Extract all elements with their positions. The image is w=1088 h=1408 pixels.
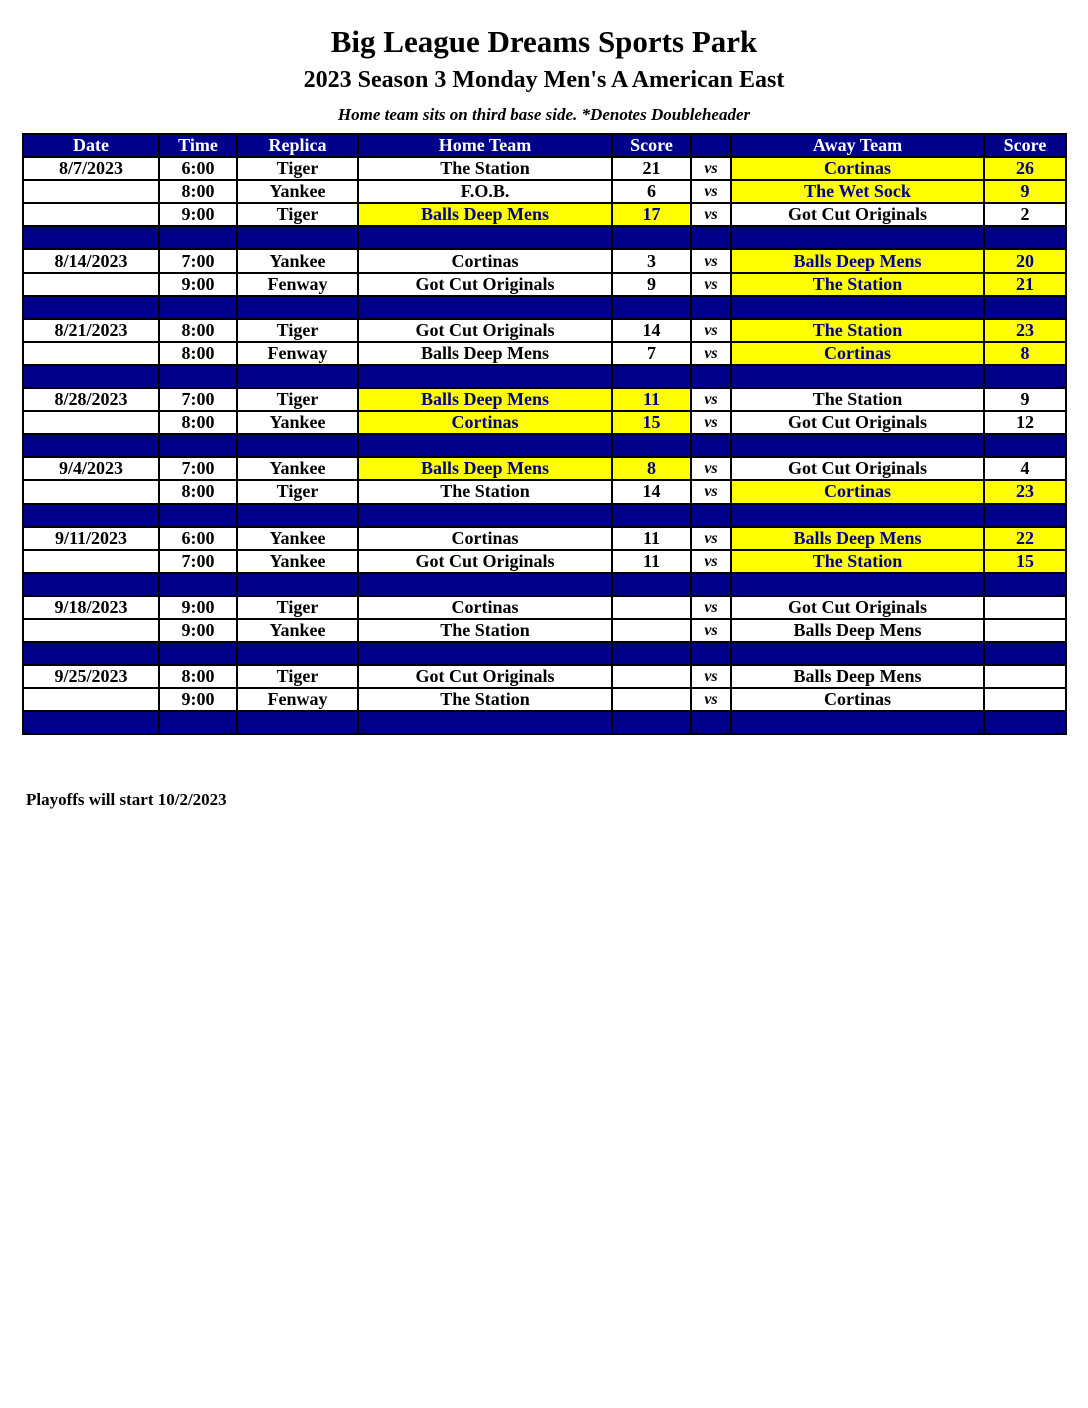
game-replica: Tiger: [237, 665, 358, 688]
col-away-score: Score: [984, 134, 1066, 157]
col-home-score: Score: [612, 134, 691, 157]
game-replica: Yankee: [237, 411, 358, 434]
game-replica: Yankee: [237, 527, 358, 550]
vs-label: vs: [691, 619, 731, 642]
separator-cell: [612, 642, 691, 665]
home-score: 7: [612, 342, 691, 365]
separator-cell: [731, 434, 984, 457]
separator-cell: [731, 573, 984, 596]
home-team: The Station: [358, 157, 612, 180]
separator-cell: [358, 226, 612, 249]
separator-cell: [358, 365, 612, 388]
away-score: [984, 619, 1066, 642]
game-replica: Tiger: [237, 319, 358, 342]
schedule-table: [22, 133, 1067, 735]
game-row: [23, 596, 1066, 619]
separator-cell: [159, 226, 237, 249]
separator-cell: [984, 573, 1066, 596]
game-time: 7:00: [159, 550, 237, 573]
separator-cell: [159, 711, 237, 734]
col-vs: [691, 134, 731, 157]
week-separator-row: [23, 711, 1066, 734]
away-team: Balls Deep Mens: [731, 665, 984, 688]
away-team: Balls Deep Mens: [731, 619, 984, 642]
game-row: [23, 688, 1066, 711]
page-subtitle: 2023 Season 3 Monday Men's A American East: [303, 67, 785, 93]
away-team: Cortinas: [731, 480, 984, 503]
playoffs-note: Playoffs will start 10/2/2023: [26, 790, 227, 809]
separator-cell: [358, 711, 612, 734]
separator-cell: [984, 711, 1066, 734]
separator-cell: [358, 504, 612, 527]
separator-cell: [984, 365, 1066, 388]
separator-cell: [237, 573, 358, 596]
game-time: 9:00: [159, 203, 237, 226]
separator-cell: [691, 226, 731, 249]
game-date: [23, 550, 159, 573]
schedule-note: Home team sits on third base side. *Denotes Doubleheader: [337, 105, 751, 124]
separator-cell: [237, 642, 358, 665]
separator-cell: [612, 573, 691, 596]
game-date: 9/11/2023: [23, 527, 159, 550]
game-time: 7:00: [159, 457, 237, 480]
separator-cell: [691, 642, 731, 665]
game-replica: Tiger: [237, 203, 358, 226]
game-replica: Fenway: [237, 688, 358, 711]
separator-cell: [612, 434, 691, 457]
game-time: 8:00: [159, 319, 237, 342]
game-replica: Tiger: [237, 480, 358, 503]
week-separator-row: [23, 434, 1066, 457]
home-score: [612, 688, 691, 711]
away-team: Got Cut Originals: [731, 203, 984, 226]
game-time: 9:00: [159, 619, 237, 642]
game-replica: Yankee: [237, 550, 358, 573]
vs-label: vs: [691, 411, 731, 434]
home-score: 21: [612, 157, 691, 180]
col-away-team: Away Team: [731, 134, 984, 157]
separator-cell: [612, 711, 691, 734]
vs-label: vs: [691, 596, 731, 619]
separator-cell: [984, 226, 1066, 249]
away-score: 4: [984, 457, 1066, 480]
home-team: Cortinas: [358, 596, 612, 619]
vs-label: vs: [691, 688, 731, 711]
away-team: Balls Deep Mens: [731, 249, 984, 272]
separator-cell: [237, 711, 358, 734]
home-score: 14: [612, 480, 691, 503]
away-team: Got Cut Originals: [731, 411, 984, 434]
separator-cell: [23, 573, 159, 596]
separator-cell: [691, 573, 731, 596]
separator-cell: [358, 642, 612, 665]
vs-label: vs: [691, 249, 731, 272]
separator-cell: [159, 296, 237, 319]
separator-cell: [731, 711, 984, 734]
game-row: [23, 411, 1066, 434]
header-row: [23, 134, 1066, 157]
game-time: 7:00: [159, 249, 237, 272]
game-time: 8:00: [159, 665, 237, 688]
col-replica: Replica: [237, 134, 358, 157]
home-team: Balls Deep Mens: [358, 457, 612, 480]
away-team: The Station: [731, 273, 984, 296]
separator-cell: [731, 642, 984, 665]
away-score: 21: [984, 273, 1066, 296]
game-row: [23, 180, 1066, 203]
vs-label: vs: [691, 480, 731, 503]
separator-cell: [984, 296, 1066, 319]
vs-label: vs: [691, 527, 731, 550]
away-score: [984, 665, 1066, 688]
home-team: Cortinas: [358, 249, 612, 272]
separator-cell: [23, 226, 159, 249]
game-time: 9:00: [159, 596, 237, 619]
away-team: Cortinas: [731, 157, 984, 180]
home-score: 11: [612, 527, 691, 550]
game-date: [23, 688, 159, 711]
game-date: [23, 342, 159, 365]
game-row: [23, 665, 1066, 688]
game-replica: Yankee: [237, 457, 358, 480]
separator-cell: [612, 504, 691, 527]
game-replica: Tiger: [237, 596, 358, 619]
away-score: 8: [984, 342, 1066, 365]
home-score: 8: [612, 457, 691, 480]
week-separator-row: [23, 226, 1066, 249]
away-team: Got Cut Originals: [731, 457, 984, 480]
separator-cell: [731, 296, 984, 319]
home-team: The Station: [358, 688, 612, 711]
col-home-team: Home Team: [358, 134, 612, 157]
home-score: 11: [612, 388, 691, 411]
away-team: The Wet Sock: [731, 180, 984, 203]
game-row: [23, 249, 1066, 272]
home-team: Cortinas: [358, 411, 612, 434]
col-time: Time: [159, 134, 237, 157]
separator-cell: [159, 573, 237, 596]
separator-cell: [984, 504, 1066, 527]
away-score: 15: [984, 550, 1066, 573]
week-separator-row: [23, 504, 1066, 527]
game-time: 8:00: [159, 480, 237, 503]
game-time: 9:00: [159, 273, 237, 296]
separator-cell: [237, 504, 358, 527]
separator-cell: [691, 504, 731, 527]
vs-label: vs: [691, 457, 731, 480]
separator-cell: [612, 296, 691, 319]
home-team: The Station: [358, 619, 612, 642]
game-date: [23, 203, 159, 226]
home-score: 6: [612, 180, 691, 203]
game-date: [23, 411, 159, 434]
separator-cell: [358, 573, 612, 596]
home-score: 11: [612, 550, 691, 573]
separator-cell: [237, 226, 358, 249]
game-row: [23, 388, 1066, 411]
vs-label: vs: [691, 157, 731, 180]
game-date: 8/21/2023: [23, 319, 159, 342]
separator-cell: [691, 296, 731, 319]
separator-cell: [731, 226, 984, 249]
game-date: 9/18/2023: [23, 596, 159, 619]
game-date: 9/25/2023: [23, 665, 159, 688]
game-replica: Yankee: [237, 619, 358, 642]
vs-label: vs: [691, 388, 731, 411]
game-time: 7:00: [159, 388, 237, 411]
game-replica: Fenway: [237, 342, 358, 365]
schedule-body: [23, 157, 1066, 734]
separator-cell: [984, 434, 1066, 457]
home-score: [612, 596, 691, 619]
home-team: Balls Deep Mens: [358, 342, 612, 365]
home-score: 3: [612, 249, 691, 272]
game-date: [23, 619, 159, 642]
game-replica: Tiger: [237, 157, 358, 180]
page-title: Big League Dreams Sports Park: [330, 24, 758, 59]
away-team: Balls Deep Mens: [731, 527, 984, 550]
separator-cell: [691, 434, 731, 457]
separator-cell: [23, 296, 159, 319]
vs-label: vs: [691, 273, 731, 296]
separator-cell: [691, 365, 731, 388]
separator-cell: [237, 365, 358, 388]
separator-cell: [159, 365, 237, 388]
game-row: [23, 550, 1066, 573]
vs-label: vs: [691, 319, 731, 342]
game-row: [23, 527, 1066, 550]
game-replica: Yankee: [237, 180, 358, 203]
away-score: 23: [984, 480, 1066, 503]
week-separator-row: [23, 296, 1066, 319]
separator-cell: [358, 296, 612, 319]
home-score: 17: [612, 203, 691, 226]
game-time: 6:00: [159, 157, 237, 180]
game-row: [23, 203, 1066, 226]
away-score: [984, 688, 1066, 711]
separator-cell: [23, 504, 159, 527]
home-team: Got Cut Originals: [358, 550, 612, 573]
separator-cell: [159, 504, 237, 527]
away-score: 9: [984, 388, 1066, 411]
game-row: [23, 480, 1066, 503]
away-score: 9: [984, 180, 1066, 203]
separator-cell: [612, 226, 691, 249]
game-replica: Fenway: [237, 273, 358, 296]
game-date: [23, 480, 159, 503]
game-date: [23, 180, 159, 203]
away-team: The Station: [731, 388, 984, 411]
separator-cell: [237, 296, 358, 319]
game-time: 8:00: [159, 342, 237, 365]
game-time: 6:00: [159, 527, 237, 550]
separator-cell: [731, 365, 984, 388]
separator-cell: [237, 434, 358, 457]
away-team: Cortinas: [731, 342, 984, 365]
game-row: [23, 157, 1066, 180]
separator-cell: [612, 365, 691, 388]
home-score: 9: [612, 273, 691, 296]
col-date: Date: [23, 134, 159, 157]
home-team: Got Cut Originals: [358, 319, 612, 342]
home-team: The Station: [358, 480, 612, 503]
away-team: The Station: [731, 319, 984, 342]
vs-label: vs: [691, 342, 731, 365]
vs-label: vs: [691, 665, 731, 688]
away-team: Got Cut Originals: [731, 596, 984, 619]
home-team: Got Cut Originals: [358, 665, 612, 688]
home-team: F.O.B.: [358, 180, 612, 203]
separator-cell: [984, 642, 1066, 665]
separator-cell: [691, 711, 731, 734]
separator-cell: [358, 434, 612, 457]
game-time: 8:00: [159, 180, 237, 203]
away-team: Cortinas: [731, 688, 984, 711]
away-score: [984, 596, 1066, 619]
home-score: 15: [612, 411, 691, 434]
separator-cell: [23, 365, 159, 388]
separator-cell: [23, 642, 159, 665]
home-score: [612, 619, 691, 642]
vs-label: vs: [691, 203, 731, 226]
game-replica: Tiger: [237, 388, 358, 411]
away-team: The Station: [731, 550, 984, 573]
separator-cell: [159, 642, 237, 665]
home-score: [612, 665, 691, 688]
home-team: Balls Deep Mens: [358, 203, 612, 226]
game-row: [23, 319, 1066, 342]
away-score: 2: [984, 203, 1066, 226]
game-row: [23, 273, 1066, 296]
away-score: 26: [984, 157, 1066, 180]
vs-label: vs: [691, 550, 731, 573]
separator-cell: [159, 434, 237, 457]
game-row: [23, 342, 1066, 365]
separator-cell: [731, 504, 984, 527]
home-score: 14: [612, 319, 691, 342]
game-date: 8/14/2023: [23, 249, 159, 272]
game-date: 8/7/2023: [23, 157, 159, 180]
home-team: Got Cut Originals: [358, 273, 612, 296]
away-score: 22: [984, 527, 1066, 550]
away-score: 23: [984, 319, 1066, 342]
away-score: 20: [984, 249, 1066, 272]
separator-cell: [23, 711, 159, 734]
week-separator-row: [23, 642, 1066, 665]
game-time: 8:00: [159, 411, 237, 434]
away-score: 12: [984, 411, 1066, 434]
week-separator-row: [23, 573, 1066, 596]
game-date: 9/4/2023: [23, 457, 159, 480]
game-date: 8/28/2023: [23, 388, 159, 411]
week-separator-row: [23, 365, 1066, 388]
home-team: Cortinas: [358, 527, 612, 550]
game-date: [23, 273, 159, 296]
home-team: Balls Deep Mens: [358, 388, 612, 411]
game-row: [23, 457, 1066, 480]
game-time: 9:00: [159, 688, 237, 711]
vs-label: vs: [691, 180, 731, 203]
game-row: [23, 619, 1066, 642]
game-replica: Yankee: [237, 249, 358, 272]
separator-cell: [23, 434, 159, 457]
